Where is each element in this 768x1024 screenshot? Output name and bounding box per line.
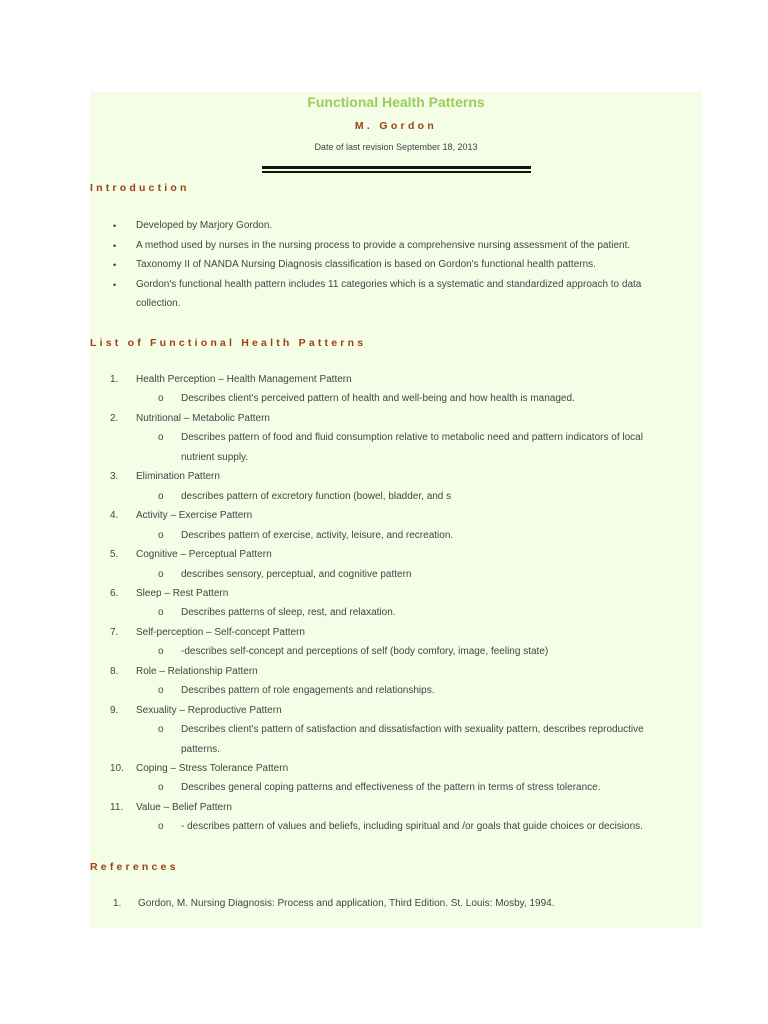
revision-date: Date of last revision September 18, 2013 bbox=[314, 142, 478, 152]
pattern-description: describes sensory, perceptual, and cognitive pattern bbox=[181, 568, 412, 580]
intro-bullet-text: Taxonomy II of NANDA Nursing Diagnosis classification is based on Gordon's functional health patterns. bbox=[136, 259, 596, 270]
pattern-number: 11. bbox=[110, 801, 124, 813]
pattern-description: - describes pattern of values and beliefs, including spiritual and /or goals that guide choices or decisions. bbox=[181, 821, 643, 833]
pattern-number: 7. bbox=[110, 626, 119, 638]
pattern-name: Sexuality – Reproductive Pattern bbox=[136, 704, 282, 716]
pattern-description: Describes pattern of role engagements and relationships. bbox=[181, 685, 435, 697]
pattern-description: Describes pattern of exercise, activity, leisure, and recreation. bbox=[181, 529, 454, 541]
sub-bullet-marker: o bbox=[158, 782, 164, 794]
pattern-description: Describes general coping patterns and effectiveness of the pattern in terms of stress tolerance. bbox=[181, 782, 601, 794]
pattern-description: Describes client's perceived pattern of health and well-being and how health is managed. bbox=[181, 393, 575, 405]
pattern-description: Describes client's pattern of satisfaction and dissatisfaction with sexuality pattern, describes reproductive bbox=[181, 724, 644, 736]
pattern-description: patterns. bbox=[181, 743, 220, 755]
reference-number: 1. bbox=[113, 898, 122, 909]
patterns-heading: List of Functional Health Patterns bbox=[90, 337, 367, 349]
sub-bullet-marker: o bbox=[158, 685, 164, 697]
sub-bullet-marker: o bbox=[158, 568, 164, 580]
pattern-description: Describes patterns of sleep, rest, and relaxation. bbox=[181, 607, 396, 619]
intro-bullet-text: A method used by nurses in the nursing process to provide a comprehensive nursing assessment of the patient. bbox=[136, 239, 631, 251]
pattern-description: -describes self-concept and perceptions of self (body comfory, image, feeling state) bbox=[181, 646, 549, 658]
document-author: M. Gordon bbox=[354, 120, 438, 132]
sub-bullet-marker: o bbox=[158, 646, 164, 658]
bullet-marker: • bbox=[113, 279, 117, 290]
pattern-description: nutrient supply. bbox=[181, 451, 249, 463]
references-heading: References bbox=[90, 861, 179, 873]
title-divider-bottom bbox=[262, 171, 531, 173]
pattern-name: Cognitive – Perceptual Pattern bbox=[136, 549, 272, 561]
bullet-marker: • bbox=[113, 240, 117, 251]
pattern-name: Role – Relationship Pattern bbox=[136, 665, 258, 677]
pattern-number: 8. bbox=[110, 665, 119, 677]
pattern-description: describes pattern of excretory function (bowel, bladder, and s bbox=[181, 490, 452, 502]
introduction-heading: Introduction bbox=[90, 182, 190, 194]
intro-bullet-text: Developed by Marjory Gordon. bbox=[136, 220, 273, 231]
sub-bullet-marker: o bbox=[158, 432, 164, 444]
pattern-name: Coping – Stress Tolerance Pattern bbox=[136, 763, 289, 774]
pattern-name: Elimination Pattern bbox=[136, 471, 220, 483]
pattern-name: Sleep – Rest Pattern bbox=[136, 587, 229, 599]
sub-bullet-marker: o bbox=[158, 821, 164, 833]
pattern-name: Activity – Exercise Pattern bbox=[136, 510, 253, 522]
pattern-name: Self-perception – Self-concept Pattern bbox=[136, 626, 305, 638]
pattern-number: 10. bbox=[110, 763, 124, 774]
intro-bullet-text: Gordon's functional health pattern includes 11 categories which is a systematic and standardized approach to data bbox=[136, 278, 642, 290]
pattern-name: Health Perception – Health Management Pattern bbox=[136, 374, 352, 385]
pattern-name: Nutritional – Metabolic Pattern bbox=[136, 412, 270, 424]
intro-bullet-text: collection. bbox=[136, 298, 181, 309]
sub-bullet-marker: o bbox=[158, 529, 164, 541]
pattern-number: 4. bbox=[110, 510, 119, 522]
pattern-number: 1. bbox=[110, 374, 119, 385]
sub-bullet-marker: o bbox=[158, 490, 164, 502]
document-panel bbox=[90, 92, 702, 928]
sub-bullet-marker: o bbox=[158, 607, 164, 619]
pattern-number: 2. bbox=[110, 412, 119, 424]
title-divider-top bbox=[262, 166, 531, 169]
pattern-name: Value – Belief Pattern bbox=[136, 801, 232, 813]
sub-bullet-marker: o bbox=[158, 724, 164, 736]
document-title: Functional Health Patterns bbox=[307, 94, 485, 110]
bullet-marker: • bbox=[113, 221, 117, 231]
pattern-number: 5. bbox=[110, 549, 119, 561]
bullet-marker: • bbox=[113, 260, 117, 270]
pattern-description: Describes pattern of food and fluid consumption relative to metabolic need and pattern indicators of local bbox=[181, 432, 643, 444]
pattern-number: 6. bbox=[110, 587, 119, 599]
pattern-number: 9. bbox=[110, 704, 119, 716]
pattern-number: 3. bbox=[110, 471, 119, 483]
sub-bullet-marker: o bbox=[158, 393, 164, 405]
reference-text: Gordon, M. Nursing Diagnosis: Process and application, Third Edition. St. Louis: Mosby, 1994. bbox=[138, 898, 555, 909]
